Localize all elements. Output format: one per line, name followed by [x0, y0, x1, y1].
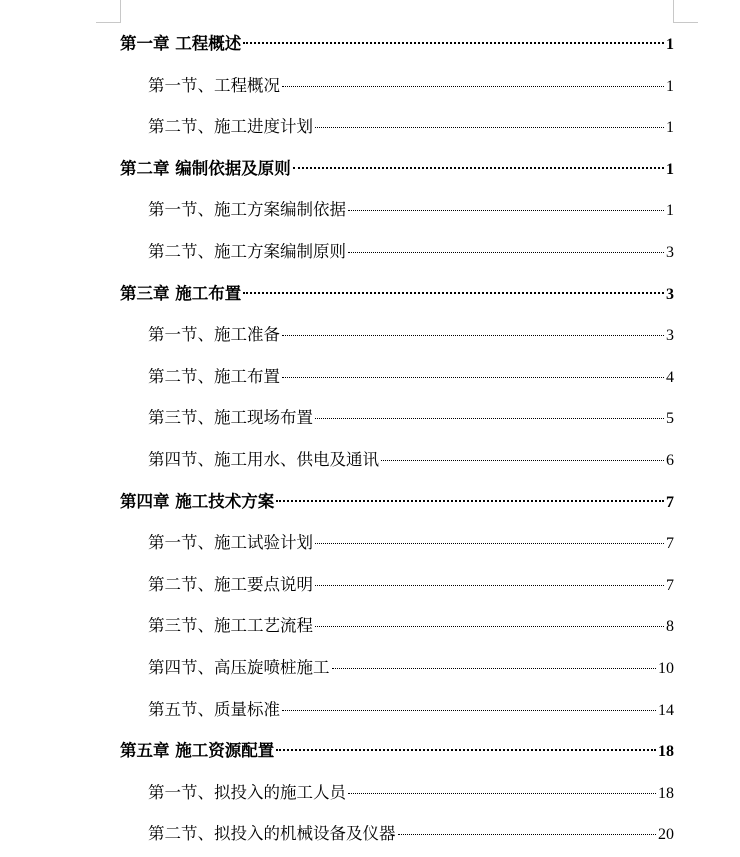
- toc-entry-title: 第一节、施工方案编制依据: [148, 200, 346, 220]
- toc-dot-leader: [315, 626, 664, 627]
- toc-dot-leader: [243, 292, 664, 294]
- toc-entry[interactable]: [120, 65, 674, 107]
- toc-dot-leader: [282, 710, 656, 711]
- toc-entry-title: 第二节、施工方案编制原则: [148, 241, 346, 261]
- toc-entry-title: 第一节、拟投入的施工人员: [148, 782, 346, 802]
- toc-entry[interactable]: [120, 23, 674, 65]
- toc-page-number: 7: [666, 493, 674, 511]
- toc-entry[interactable]: [120, 189, 674, 231]
- toc-page-number: 1: [666, 77, 674, 95]
- toc-entry-title: 第一节、施工试验计划: [148, 533, 313, 553]
- toc-entry[interactable]: [120, 689, 674, 731]
- toc-page-number: 1: [666, 202, 674, 220]
- toc-entry[interactable]: [120, 647, 674, 689]
- toc-entry[interactable]: [120, 106, 674, 148]
- toc-dot-leader: [348, 793, 656, 794]
- toc-dot-leader: [315, 127, 664, 128]
- toc-dot-leader: [276, 749, 656, 751]
- toc-dot-leader: [276, 500, 664, 502]
- toc-entry[interactable]: [120, 273, 674, 315]
- toc-entry-title: 第三节、施工工艺流程: [148, 616, 313, 636]
- toc-entry-title: 第二节、施工要点说明: [148, 574, 313, 594]
- toc-dot-leader: [243, 42, 664, 44]
- toc-entry[interactable]: [120, 481, 674, 523]
- toc-entry-title: 第三节、施工现场布置: [148, 408, 313, 428]
- toc-entry-title: 第五节、质量标准: [148, 699, 280, 719]
- toc-entry[interactable]: [120, 439, 674, 481]
- toc-entry-title: 第五章 施工资源配置: [120, 741, 275, 761]
- toc-entry-title: 第二章 编制依据及原则: [120, 158, 291, 178]
- toc-entry[interactable]: [120, 148, 674, 190]
- toc-entry-title: 第四节、高压旋喷桩施工: [148, 657, 330, 677]
- toc-page-number: 5: [666, 410, 674, 428]
- toc-entry-title: 第三章 施工布置: [120, 283, 242, 303]
- toc-entry[interactable]: [120, 772, 674, 814]
- toc-entry-title: 第一章 工程概述: [120, 34, 242, 53]
- toc-dot-leader: [282, 377, 664, 378]
- toc-dot-leader: [398, 834, 657, 835]
- toc-entry[interactable]: [120, 231, 674, 273]
- toc-dot-leader: [348, 210, 664, 211]
- toc-entry-title: 第一节、工程概况: [148, 75, 280, 95]
- toc-page-number: 4: [666, 368, 674, 386]
- toc-page-number: 3: [666, 243, 674, 261]
- toc-entry[interactable]: [120, 813, 674, 855]
- toc-dot-leader: [332, 668, 657, 669]
- toc-entry[interactable]: [120, 522, 674, 564]
- toc-dot-leader: [282, 86, 664, 87]
- toc-entry-title: 第二节、施工布置: [148, 366, 280, 386]
- toc-page-number: 20: [658, 826, 674, 844]
- toc-page-number: 8: [666, 618, 674, 636]
- toc-dot-leader: [293, 167, 664, 169]
- page-corner-mark-right: [673, 0, 698, 23]
- toc-entry-title: 第四节、施工用水、供电及通讯: [148, 449, 379, 469]
- toc-page-number: 1: [666, 160, 674, 178]
- toc-page-number: 1: [666, 119, 674, 137]
- toc-entry[interactable]: [120, 356, 674, 398]
- toc-page-number: 18: [658, 743, 674, 761]
- toc-page-number: 7: [666, 535, 674, 553]
- page-corner-mark-left: [96, 0, 121, 23]
- toc-entry[interactable]: [120, 605, 674, 647]
- toc-page-number: 7: [666, 576, 674, 594]
- toc-dot-leader: [348, 252, 664, 253]
- table-of-contents: [120, 23, 674, 855]
- toc-page-number: 3: [666, 327, 674, 345]
- toc-entry[interactable]: [120, 730, 674, 772]
- toc-entry[interactable]: [120, 314, 674, 356]
- toc-page-number: 10: [658, 659, 674, 677]
- toc-entry[interactable]: [120, 397, 674, 439]
- toc-page-number: 14: [658, 701, 674, 719]
- toc-entry[interactable]: [120, 564, 674, 606]
- toc-page-number: 1: [666, 36, 674, 53]
- toc-entry-title: 第二节、施工进度计划: [148, 117, 313, 137]
- toc-dot-leader: [315, 418, 664, 419]
- toc-entry-title: 第二节、拟投入的机械设备及仪器: [148, 824, 396, 844]
- toc-page-number: 3: [666, 285, 674, 303]
- toc-dot-leader: [315, 585, 664, 586]
- toc-entry-title: 第一节、施工准备: [148, 325, 280, 345]
- toc-entry-title: 第四章 施工技术方案: [120, 491, 275, 511]
- toc-page-number: 6: [666, 451, 674, 469]
- toc-dot-leader: [381, 460, 664, 461]
- toc-page-number: 18: [658, 784, 674, 802]
- toc-dot-leader: [282, 335, 664, 336]
- toc-dot-leader: [315, 543, 664, 544]
